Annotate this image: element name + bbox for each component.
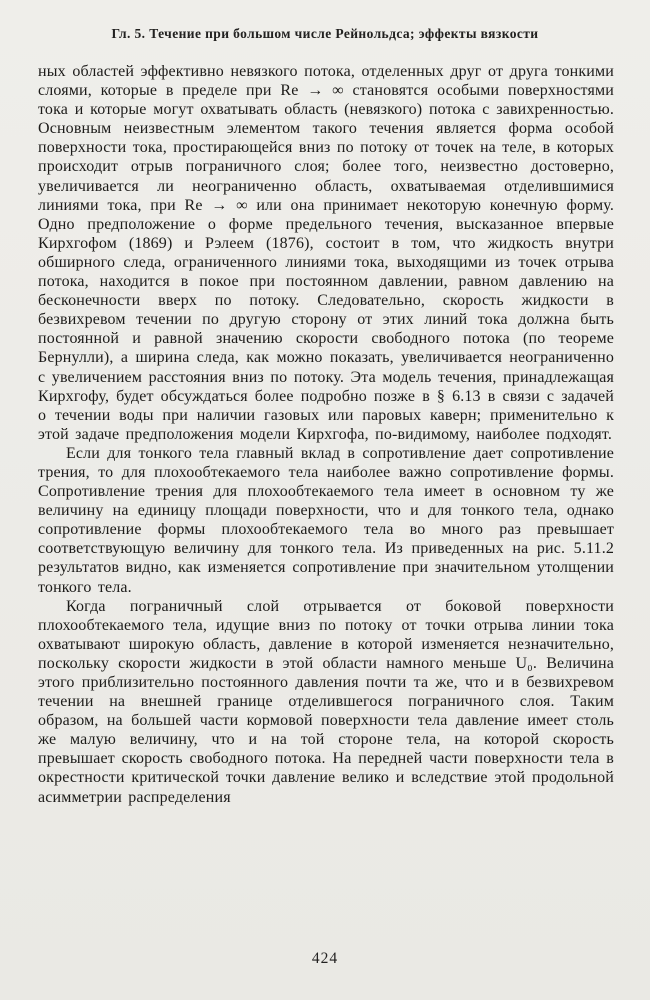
paragraph: Если для тонкого тела главный вклад в сопротивление дает сопротивление трения, то для плохообтекаемого тела наиболее важно сопротивление формы. Сопротивление трения для плохообтекаемого тела имеет в основном ту же величину на единицу площади поверхности, что и для тонкого тела, однако сопротивление формы плохообтекаемого тела во много раз превышает соответствующую величину для тонкого тела. Из приведенных на рис. 5.11.2 результатов видно, как изменяется сопротивление при значительном утолщении тонкого тела.	[38, 444, 614, 596]
running-header: Гл. 5. Течение при большом числе Рейнольдса; эффекты вязкости	[111, 26, 539, 41]
paragraph: Когда пограничный слой отрывается от боковой поверхности плохообтекаемого тела, идущие вниз по потоку от точки отрыва линии тока охватывают широкую область, давление в которой изменяется незначительно, поскольку скорости жидкости в этой области намного меньше U₀. Величина этого приблизительно постоянного давления почти та же, что и в безвихревом течении на внешней границе отделившегося пограничного слоя. Таким образом, на большей части кормовой поверхности тела давление имеет столь же малую величину, что и на той стороне тела, на которой скорость превышает скорость свободного потока. На передней части поверхности тела в окрестности критической точки давление велико и вследствие этой продольной асимметрии распределения	[38, 597, 614, 806]
page-number: 424	[311, 950, 339, 967]
page-body	[38, 62, 614, 807]
paragraph-continuation: ных областей эффективно невязкого потока, отделенных друг от друга тонкими слоями, которые в пределе при Re → ∞ становятся особыми поверхностями тока и которые могут охватывать область (невязкого) потока с завихренностью. Основным неизвестным элементом такого течения является форма особой поверхности тока, простирающейся вниз по потоку от точек на теле, в которых происходит отрыв пограничного слоя; более того, неизвестно достоверно, увеличивается ли неограниченно область, охватываемая отделившимися линиями тока, при Re → ∞ или она принимает некоторую конечную форму. Одно предположение о форме предельного течения, высказанное впервые Кирхгофом (1869) и Рэлеем (1876), состоит в том, что жидкость внутри обширного следа, ограниченного линиями тока, выходящими из точек отрыва потока, находится в покое при постоянном давлении, равном давлению на бесконечности вверх по потоку. Следовательно, скорость жидкости в безвихревом течении по другую сторону от этих линий тока должна быть постоянной и равной значению скорости свободного потока (по теореме Бернулли), а ширина следа, как можно показать, увеличивается неограниченно с увеличением расстояния вниз по потоку. Эта модель течения, принадлежащая Кирхгофу, будет обсуждаться более подробно позже в § 6.13 в связи с задачей о течении воды при наличии газовых или паровых каверн; применительно к этой задаче предположения модели Кирхгофа, по-видимому, наиболее подходят.	[38, 63, 614, 443]
